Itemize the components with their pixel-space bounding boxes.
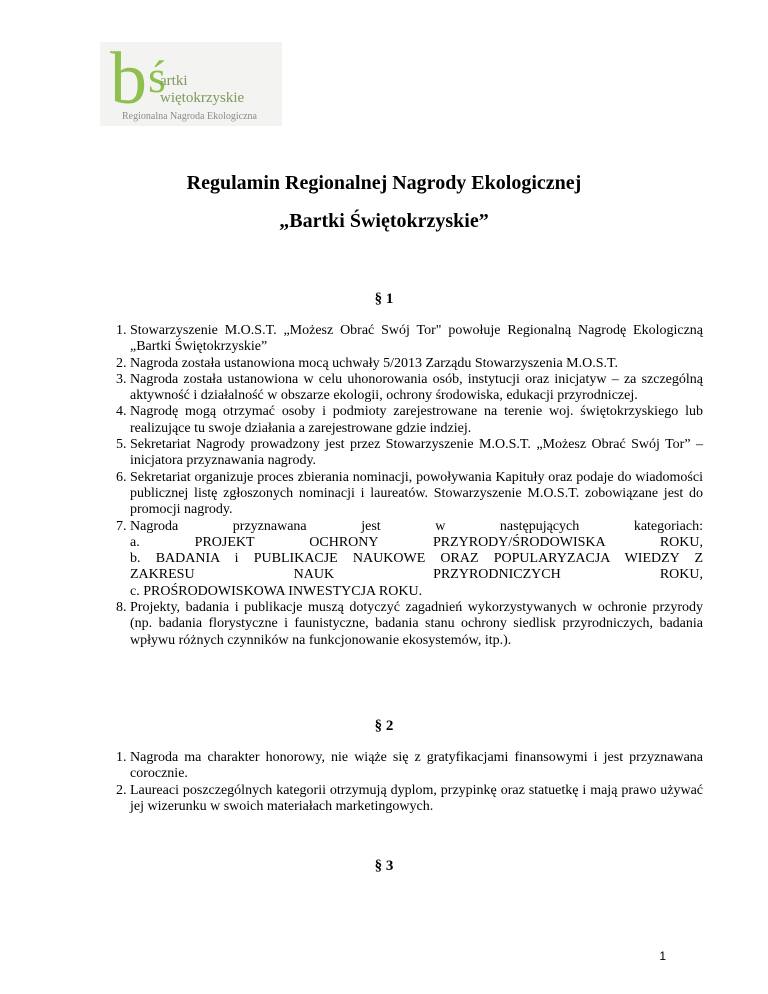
- logo: [100, 38, 282, 126]
- section-2-heading: § 2: [374, 718, 394, 734]
- category-b-line1: b. BADANIA i PUBLIKACJE NAUKOWE ORAZ POPULARYZACJA WIEDZY Z: [130, 551, 703, 567]
- logo-letter-b: b: [110, 38, 147, 120]
- list-item: 6. Sekretariat organizuje proces zbierania nominacji, powoływania Kapituły oraz podaje do wiadomości publicznej listę zgłoszonych nominacji i laureatów. Stowarzyszenie M.O.S.T. zobowiązane jest do promocji nagrody.: [130, 470, 703, 519]
- list-item: 3. Nagroda została ustanowiona w celu uhonorowania osób, instytucji oraz inicjatyw – za szczególną aktywność i działalność w obszarze ekologii, ochrony środowiska, edukacji przyrodniczej.: [130, 372, 703, 405]
- list-item: 2. Laureaci poszczególnych kategorii otrzymują dyplom, przypinkę oraz statuetkę i mają prawo używać jej wizerunku w swoich materiałach marketingowych.: [130, 783, 703, 816]
- category-a: a. PROJEKT OCHRONY PRZYRODY/ŚRODOWISKA ROKU,: [130, 534, 703, 550]
- page-number: 1: [659, 949, 666, 963]
- list-item: 4. Nagrodę mogą otrzymać osoby i podmioty zarejestrowane na terenie woj. świętokrzyskiego lub realizujące tu swoje działania a zarejestrowane gdzie indziej.: [130, 404, 703, 437]
- list-item: 5. Sekretariat Nagrody prowadzony jest przez Stowarzyszenie M.O.S.T. „Możesz Obrać Swój Tor” – inicjatora przyznawania nagrody.: [130, 437, 703, 470]
- list-item: 2. Nagroda została ustanowiona mocą uchwały 5/2013 Zarządu Stowarzyszenia M.O.S.T.: [130, 356, 703, 372]
- list-item: 8. Projekty, badania i publikacje muszą dotyczyć zagadnień wykorzystywanych w ochronie przyrody (np. badania florystyczne i faunistyczne, badania stanu ochrony siedlisk przyrodniczych, badania wpływu różnych czynników na funkcjonowanie ekosystemów, itp.).: [130, 600, 703, 649]
- section-2-list: [100, 750, 703, 815]
- list-item: 1. Nagroda ma charakter honorowy, nie wiąże się z gratyfikacjami finansowymi i jest przyznawana corocznie.: [130, 750, 703, 783]
- document-title: Regulamin Regionalnej Nagrody Ekologicznej: [186, 172, 582, 194]
- logo-word-1: artki: [160, 73, 188, 89]
- categories-lead: 7. Nagroda przyznawana jest w następujących kategoriach:: [130, 518, 703, 534]
- category-b-line2: ZAKRESU NAUK PRZYRODNICZYCH ROKU,: [130, 567, 703, 583]
- list-item-categories: [130, 519, 703, 600]
- logo-letter-s: ś: [148, 51, 166, 102]
- logo-tagline: Regionalna Nagroda Ekologiczna: [122, 111, 257, 122]
- category-c: c. PROŚRODOWISKOWA INWESTYCJA ROKU.: [130, 583, 423, 599]
- list-item: 1. Stowarzyszenie M.O.S.T. „Możesz Obrać Swój Tor" powołuje Regionalną Nagrodę Ekologiczną „Bartki Świętokrzyskie”: [130, 323, 703, 356]
- section-1-heading: § 1: [374, 291, 394, 307]
- logo-word-2: więtokrzyskie: [160, 90, 245, 106]
- document-subtitle: „Bartki Świętokrzyskie”: [279, 210, 489, 232]
- section-3-heading: § 3: [374, 858, 394, 874]
- section-1-list: [100, 323, 703, 649]
